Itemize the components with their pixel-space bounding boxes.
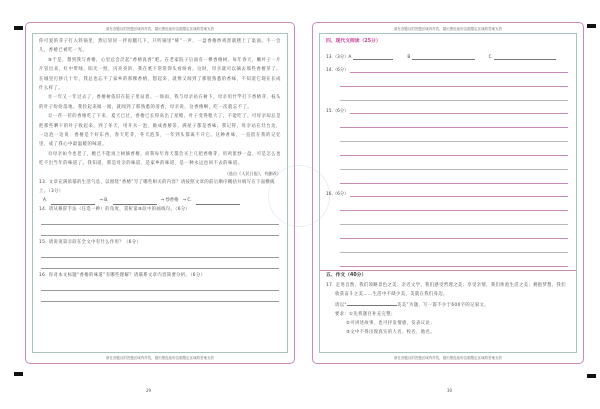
page-number-left: 29 bbox=[146, 388, 152, 393]
registration-mark-bottom-right bbox=[587, 374, 596, 378]
answer-area-notice: 请在各题目的答题区域内作答，超出黑色矩形边框限定区域的答案无效 bbox=[393, 356, 503, 360]
question-14: 14. 请从修辞手法（任选一种）的角度，赏析第⑩段中的画线句。（6分） bbox=[39, 206, 191, 212]
answer-line[interactable] bbox=[41, 225, 279, 236]
section-5-title: 五、作文（40分） bbox=[326, 273, 367, 278]
right-answer-page bbox=[312, 22, 584, 364]
q15-label: 15.（6分） bbox=[326, 109, 349, 114]
q14-label: 14.（6分） bbox=[326, 68, 349, 73]
section-4-title: 四、现代文阅读（25分） bbox=[326, 39, 381, 44]
flow-label-fixed: → 炒香椿 bbox=[160, 197, 179, 203]
essay-prompt-line: 收获奋斗之美……生活中不缺少美，美就在我们身边。 bbox=[335, 292, 448, 297]
answer-line[interactable] bbox=[350, 63, 568, 73]
answer-line[interactable] bbox=[340, 114, 568, 128]
passage-paragraph: ⑬母亲如今也老了，她已不能再上树摘香椿，而我每年春天都会买上几把香椿芽，用鸡蛋炒一盘，可是怎么也吃不出当年的味道了。我知道，那是母亲的味道，是家乡的味道，是一种永远也回不去的味道。 bbox=[39, 151, 281, 167]
answer-blank-b[interactable] bbox=[113, 198, 157, 205]
answer-area-notice: 请在各题目的答题区域内作答，超出黑色矩形边框限定区域的答案无效 bbox=[393, 27, 503, 31]
essay-prompt bbox=[326, 281, 570, 337]
left-answer-page bbox=[25, 22, 295, 364]
answer-line[interactable] bbox=[41, 280, 279, 291]
answer-area-notice: 请在各题目的答题区域内作答，超出黑色矩形边框限定区域的答案无效 bbox=[105, 27, 215, 31]
answer-blank-13a[interactable] bbox=[353, 51, 393, 60]
flow-label-a: A. bbox=[43, 197, 48, 203]
answer-blank-13b[interactable] bbox=[412, 51, 474, 60]
answer-row-13 bbox=[326, 47, 570, 60]
q13-label: 13.（3分）A bbox=[326, 55, 352, 60]
question-13-flow bbox=[43, 196, 281, 205]
essay-topic-line bbox=[326, 299, 570, 310]
answer-line[interactable] bbox=[340, 253, 568, 267]
q13-c-label: C bbox=[488, 55, 492, 60]
answer-row-14 bbox=[326, 60, 570, 73]
left-content-frame bbox=[32, 33, 288, 353]
answer-line[interactable] bbox=[340, 142, 568, 156]
question-16: 16. 你对本文标题“香椿的味道”有哪些理解？请联系文章内容简要分析。（6分） bbox=[39, 272, 206, 278]
answer-line[interactable] bbox=[340, 128, 568, 142]
topic-prefix: 请以“ bbox=[335, 303, 348, 308]
registration-mark-top-right bbox=[587, 24, 596, 28]
q16-label: 16.（6分） bbox=[326, 192, 349, 197]
passage-paragraph: ⑪一年又一年过去了，香椿树依旧在院子里站着。一场雨，我与母亲站在树下，母亲用竹竿打下香椿芽，枝头的叶子纷纷落地。我捡起来闻一闻，就闻到了那熟悉的清香，母亲说，这香椿啊，吃一次就忘不了。 bbox=[39, 95, 281, 110]
answer-line[interactable] bbox=[340, 156, 568, 170]
topic-suffix: 美美”为题，写一篇不少于600字的记叙文。 bbox=[397, 303, 489, 308]
answer-line[interactable] bbox=[340, 225, 568, 239]
essay-requirement: ③文中不得出现真实的人名、校名、地名。 bbox=[346, 330, 435, 335]
answer-line[interactable] bbox=[41, 258, 279, 269]
answer-line[interactable] bbox=[350, 104, 568, 114]
answer-row-15 bbox=[326, 101, 570, 114]
answer-line[interactable] bbox=[340, 239, 568, 253]
essay-title-blank[interactable] bbox=[347, 299, 397, 306]
page-number-right: 30 bbox=[447, 388, 453, 393]
answer-line[interactable] bbox=[41, 247, 279, 258]
passage-source: （选自《人民日报》，有删改） bbox=[224, 170, 281, 176]
essay-requirement: 要求：①先将题目补充完整； bbox=[335, 312, 396, 317]
passage-paragraph: 你可爱的芽子打入铁锅里，然后轻轻一拌再翻几下，只听锅里“哧”一声，一盘香椿炒鸡蛋就摆上了桌面。不一会儿，香椿已被吃一光。 bbox=[39, 39, 281, 54]
q13-b-label: B bbox=[407, 55, 411, 60]
answer-line[interactable] bbox=[340, 211, 568, 225]
flow-label-b: → B. bbox=[99, 197, 109, 203]
right-content-frame bbox=[319, 33, 577, 353]
answer-line[interactable] bbox=[340, 170, 568, 184]
essay-prompt-line: 17. 走进自然，我们领略景色之美；亲近文学，我们感受哲理之美；享受亲情，我们体验生活之美；拥抱梦想，我们 bbox=[326, 283, 566, 288]
answer-line[interactable] bbox=[41, 214, 279, 225]
answer-line[interactable] bbox=[41, 291, 279, 302]
answer-blank-13c[interactable] bbox=[494, 51, 556, 60]
answer-line[interactable] bbox=[340, 73, 568, 87]
answer-row-16 bbox=[326, 184, 570, 197]
registration-mark-bottom-left bbox=[14, 372, 23, 376]
answer-blank-a[interactable] bbox=[51, 198, 95, 205]
passage-paragraph: ⑫一茬一茬的香椿吃了下来，夏天已过，香椿已长得高出了屋檐，叶子变得粗大了，不能吃了。可母亲却总是把那些晒干的叶子收起来，到了冬天，用开水一泡，做成香椿茶，满屋子都是香味。我记得，母亲站在灶台边，一边泡一边说：香椿是个好东西，春天吃芽，冬天泡茶，一年到头都离不开它。这种香味，一直留在我的记忆里，成了我心中最温暖的味道。 bbox=[39, 114, 281, 148]
passage-paragraph: ⑩于是，想到我与香椿，心里总会泛起“香椿真香”吧。在老家院子后面有一棵香椿树，每年春天，嫩叶子一片片冒出来，红中带绿，阳光一照，闪亮亮的，我在底下常常仰头看呀看。这时，母亲就可以摘去那些香椿芽了。在城里打拼几十年，我总也忘不了家乡的那棵香椿，想起来，就像又闻到了那股熟悉的香味，不知道它现在长成什么样了。 bbox=[39, 57, 281, 92]
answer-line[interactable] bbox=[350, 187, 568, 197]
flow-label-c: → C. bbox=[182, 197, 192, 203]
answer-blank-c[interactable] bbox=[196, 198, 240, 205]
answer-area-notice: 请在各题目的答题区域内作答，超出黑色矩形边框限定区域的答案无效 bbox=[105, 356, 215, 360]
question-13: 13. 文章充满浓郁的生活气息，以围绕“香椿”写了哪些相关的内容？请按照文章的前后顺序概括并填写在下面横线上。（3分） bbox=[39, 179, 275, 194]
question-15: 15. 请说说第⑫段在全文中有什么作用？（6分） bbox=[39, 239, 142, 245]
answer-line[interactable] bbox=[340, 197, 568, 211]
answer-line[interactable] bbox=[340, 87, 568, 101]
essay-requirement: ②可讲述故事，也可抒发情感，发表议论； bbox=[346, 321, 435, 326]
registration-mark-top-left bbox=[14, 26, 23, 30]
